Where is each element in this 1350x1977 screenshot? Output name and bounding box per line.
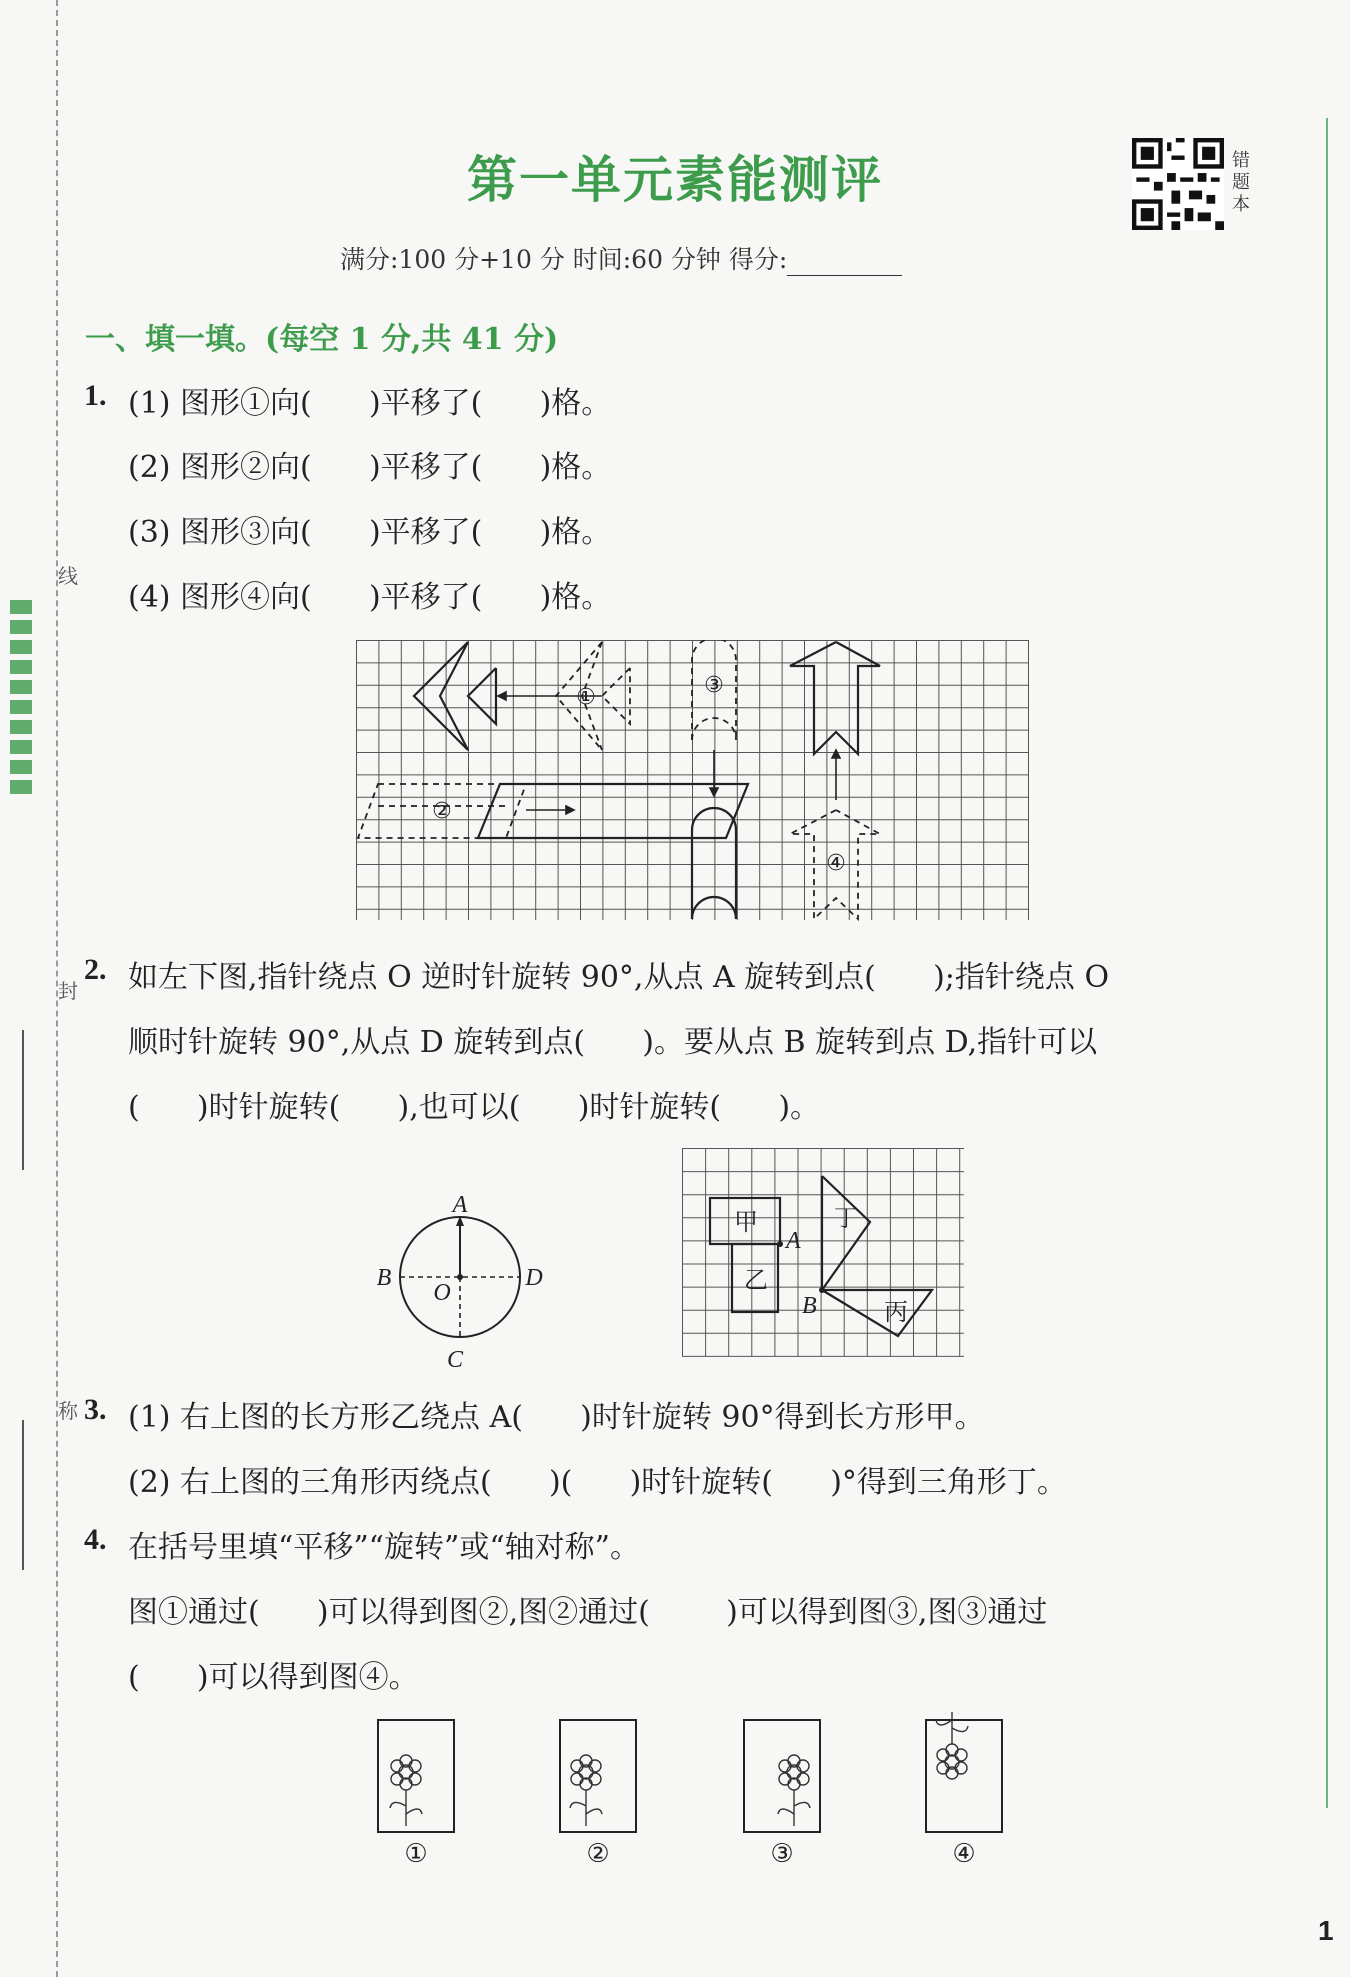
q4-line-2: 图①通过( )可以得到图②,图②通过( )可以得到图③,图③通过 <box>128 1595 1048 1630</box>
q2-grid-figure <box>682 1148 966 1362</box>
q1-line-2: (2) 图形②向( )平移了( )格。 <box>128 450 612 485</box>
q2-line-1: 如左下图,指针绕点 O 逆时针旋转 90°,从点 A 旋转到点( );指针绕点 O <box>128 960 1110 995</box>
svg-text:O: O <box>433 1280 451 1306</box>
margin-seal-char: 封 <box>58 979 78 1003</box>
shape-label-1: ① <box>576 685 596 710</box>
score-text: 满分:100 分+10 分 时间:60 分钟 得分: <box>340 245 788 274</box>
q2-line-3: ( )时针旋转( ),也可以( )时针旋转( )。 <box>128 1090 821 1125</box>
q3-number: 3. <box>84 1393 107 1426</box>
svg-text:B: B <box>802 1293 817 1319</box>
svg-text:B: B <box>376 1265 392 1291</box>
q1-number: 1. <box>84 379 107 412</box>
svg-text:D: D <box>525 1265 543 1291</box>
q4-number: 4. <box>84 1523 107 1556</box>
q1-line-3: (3) 图形③向( )平移了( )格。 <box>128 515 612 550</box>
svg-text:丙: 丙 <box>884 1298 908 1326</box>
q2-line-2: 顺时针旋转 90°,从点 D 旋转到点( )。要从点 B 旋转到点 D,指针可以 <box>128 1025 1098 1060</box>
svg-text:②: ② <box>586 1839 610 1869</box>
score-blank <box>787 253 902 276</box>
q3-line-1: (1) 右上图的长方形乙绕点 A( )时针旋转 90°得到长方形甲。 <box>128 1400 985 1435</box>
svg-text:A: A <box>452 1192 468 1218</box>
svg-text:①: ① <box>404 1839 428 1869</box>
section-heading: 一、填一填。(每空 1 分,共 41 分) <box>85 322 559 357</box>
circle-pointer-figure <box>370 1190 550 1370</box>
shape-label-4: ④ <box>826 851 846 876</box>
score-line <box>340 240 902 276</box>
flower-cards-figure <box>370 1712 1020 1872</box>
q1-grid-figure <box>356 640 1032 924</box>
q4-line-3: ( )可以得到图④。 <box>128 1660 419 1695</box>
q1-line-4: (4) 图形④向( )平移了( )格。 <box>128 580 612 615</box>
shape-label-2: ② <box>432 799 452 824</box>
margin-blank-2 <box>22 1420 24 1570</box>
qr-label: 错题本 <box>1232 150 1250 215</box>
shape-label-3: ③ <box>704 673 724 698</box>
q2-number: 2. <box>84 953 107 986</box>
q1-line-1: (1) 图形①向( )平移了( )格。 <box>128 386 612 421</box>
q4-line-1: 在括号里填“平移”“旋转”或“轴对称”。 <box>128 1530 641 1565</box>
margin-blank-1 <box>22 1030 24 1170</box>
q3-line-2: (2) 右上图的三角形丙绕点( )( )时针旋转( )°得到三角形丁。 <box>128 1465 1067 1500</box>
svg-text:A: A <box>786 1228 801 1254</box>
margin-name-char: 称 <box>58 1399 78 1423</box>
page-number: 1 <box>1318 1915 1334 1946</box>
svg-text:④: ④ <box>952 1839 976 1869</box>
svg-text:乙: 乙 <box>744 1266 768 1294</box>
margin-line-char: 线 <box>58 564 78 588</box>
svg-text:丁: 丁 <box>834 1204 858 1232</box>
qr-code <box>1132 138 1224 230</box>
side-green-mark <box>10 600 32 800</box>
svg-text:③: ③ <box>770 1839 794 1869</box>
page-title: 第一单元素能测评 <box>467 150 883 209</box>
svg-text:C: C <box>446 1347 464 1370</box>
svg-text:甲: 甲 <box>734 1208 758 1236</box>
right-margin-rule <box>1326 118 1328 1808</box>
